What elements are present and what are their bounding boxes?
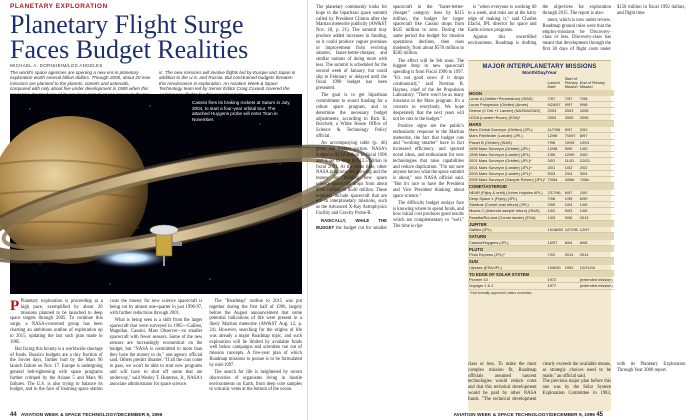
table-cell: (extended mission) [579,283,613,289]
table-cell: 12/98 [547,145,564,151]
table-cell: 10/97 [547,240,564,246]
table-cell: 2003 [547,114,564,120]
table-cell: 3/01 [547,164,564,170]
table-cell: 1/99 [564,195,579,201]
table-cell: 9/99 [564,145,579,151]
body-paragraph: But facing this bounty is a worldwide shortage of funds. Russia's budgets are a tiny fraction of the Soviet days, further hurt by the Mars 96 launch failure on Nov. 17. Europe is undergoing general belt-tightening with space programs further crimped by the Ariane 5 and Mars 96 failures. The U.S. is also trying to balance its budget, and in the face of looming space station costs the money for new science spacecraft is being cut by almost one-quarter in just 1996-97, with further reductions through 2001. [10,299,203,393]
page-number: 44 [10,412,17,418]
table-cell: 12/99 [564,152,579,158]
table-cell: NEAR (Flyby & orbit) (Johns Hopkins APL) [468,190,547,196]
table-cell: 12/03 [579,158,614,164]
table-cell: Lunar A (Orbiter+Penetrators) (ISAS) [468,96,547,102]
table-cell: Mars Pathfinder (Lander) (JPL) [468,133,547,139]
table-cell: 2003 [564,108,579,114]
right-lower-text [468,362,686,408]
table-cell: 3/04 [579,170,614,176]
table-cell: 2/99 [547,202,564,208]
table-section-row [468,270,614,277]
section-label: PLANETARY EXPLORATION [10,3,108,10]
body-paragraph: The effect will be felt soon. The biggest drop in new spacecraft spending is from Fiscal 1996 to 1997. "It's not good news if it drops continuously," said Norman R. Haynes, chief of the Jet Propulsion Laboratory. "There won't be as many missions to the Mars program. It's a concern to everybody. We hope desperately that the next years will not be cuts to the budget." [393,58,464,122]
folio: AVIATION WEEK & SPACE TECHNOLOGY/DECEMBER 9, 1996 [453,413,595,418]
table-cell: Selene (2 Orb.+1 Lander) (NASDA/ISAS) [468,108,547,114]
table-cell [564,283,579,289]
table-section-row [468,258,614,265]
left-body-text [10,299,302,393]
body-paragraph: The goal is to get bipartisan commitment to sound funding for a robust space program, and to determine the necessary budget adjustments, according to Rick K. Borchelt, a White House Office of Science & Technology Policy official. [316,93,387,140]
table-cell: Stardust (Comet dust return) (JPL) [468,202,547,208]
table-cell: 3/01 [547,158,564,164]
byline: MICHAEL A. DORNHEIM/LOS ANGELES [10,63,103,68]
table-cell: 2005 [579,108,614,114]
table-cell: 9/06 [564,214,579,220]
table-cell: 2001 Mars Surveyor (Orbiter) (JPL)* [468,158,547,164]
table-title: MAJOR INTERPLANETARY MISSIONS [482,64,597,70]
table-cell: 9/97 [564,102,579,108]
table-section-row [468,220,614,227]
right-upper-text [468,5,686,57]
body-paragraph: RADICALLY, WHILE THE BUDGET the budget cut for smaller spacecraft in the "faster-better-cheaper" category rises by $115 million, the budget for larger spacecraft like Cassini drops from $435 million to zero. During the same period the budget for mission operations declines, then rises modestly, from about $570 million to $585 million. [316,5,464,231]
table-cell: Deep Space 1 (Flyby) (JPL) [468,195,547,201]
headline: Planetary Flight Surge Faces Budget Realities [10,10,249,64]
table-cell: 9/98 [579,102,614,108]
table-cell: 7/97 [547,96,564,102]
table-cell: 7/98 [579,96,614,102]
table-cell: 7/08c [579,177,614,183]
section-name: SATURN [468,233,614,240]
table-cell: 1972 [547,277,564,283]
body-paragraph: The search for life is heightened by recent discoveries of organisms living in hostile environments on Earth, from deep core samples to volcanic vents at the bottom of the ocean. [209,370,302,393]
table-cell: 1977 [547,283,564,289]
run-in-head: RADICALLY, WHILE THE BUDGET [316,218,387,230]
table-cell: 12/7/95 [564,227,578,233]
table-section-row [468,245,614,252]
table-cell: 2014 [564,252,579,258]
table-cell: 7/98 [547,139,564,145]
body-paragraph: The planetary community looks for hope in the bipartisan space summit called by President Clinton after the Martian meteorite publicity (AW&ST Nov. 18, p. 21). The summit may produce added increases in funding, so it could produce vaguer promises or improvement from evolving smarter, faster-better-cheaper, and similar notions of doing more with less. The summit is scheduled for the second week of January, but could slip to February or delayed until the fiscal 1998 budget has been presented. [316,5,387,92]
table-cell: 2/00 [579,152,614,158]
right-body-text [316,5,464,405]
table-cell: 7/02 [547,252,564,258]
body-paragraph: P Planetary exploration is proceeding at a high pace, exemplified by about 20 missions planned to be launched to deep space targets through 2005. To continue this surge, a NASA-convened group has been charting an ambitious outline of exploration up to 2015, updating the last such plan made in 1985. [10,298,103,345]
body-paragraph: class or less. To make the most complex mission fit, Roadmap officials assumed nascent technologies would reduce costs and that this technical development would be paid by other NASA funds. "The technical development clearly exceeds the available means, as strategic choices need to be made," an official said. [468,362,611,402]
table-cell: 4/06b [564,177,579,183]
missions-table [468,77,614,290]
left-page [0,0,308,420]
table-cell: 2001 Mars Surveyor (Lander) (JPL)* [468,164,547,170]
table-cell: Galileo (JPL) [468,227,547,233]
table-cell: 1/00 [579,145,614,151]
photo-caption: Cassini fires its braking rockets at Saturn in July, 2004, to start a four-year orbital tour. The attached Huygens probe will enter Titan in November. [192,100,291,122]
table-cell: 11/7/96 [547,127,564,133]
right-page [308,0,686,420]
table-cell: Rosetta/RoLand (Comet lander) (ESA) [468,214,547,220]
table-cell: 7/05a [547,177,564,183]
table-cell: 2006 [579,114,614,120]
table-cell: 2005 [564,114,579,120]
table-header-row [468,77,614,90]
body-paragraph: An accompanying table (p. 46) gives the budget picture. NASA's budget is $13.8 billion in fiscal 1996 and is set to drop to $12.5 billion in fiscal 2001. At the same time, other NASA programs are growing and the money for building new space science spacecraft drops from about $860 million to $540 million. These numbers include spacecraft that are not in interplanetary missions, such as the Advanced X-Ray Astrophysics Facility and Gravity Probe-B. [316,141,387,216]
table-cell: 6/99 [579,195,614,201]
left-footer [10,412,297,418]
section-name: TO EDGE OF SOLAR SYSTEM [468,270,614,277]
cassini-saturn-art [10,94,302,294]
section-name: COMET/ASTEROID [468,183,614,190]
table-cell: 7/98 [547,195,564,201]
column-header: Start of Primary Mission [564,77,578,90]
table-cell: 2003 Mars Surveyor (Lander) (JPL)* [468,170,547,176]
table-cell: 1/04 [564,202,579,208]
table-cell: Cassini/Huygens (JPL) [468,240,547,246]
section-name: PLUTO [468,245,614,252]
table-cell: 2005 Mars Surveyor (Sample Return) (JPL)* [469,177,546,183]
table-cell: 6/08 [579,240,614,246]
deck-part-1: The world's space agencies are opening a new era in planetary exploration worth several billion dollars. Through 2005, about 20 new missions are planned to the planets, comets and asteroids, compared with only about five under development in 1985 when this [10,70,151,92]
body-paragraph: Against this uncertified environment, Roadmap is drafting the objectives for exploration through 2015. The report is also- [468,5,611,47]
table-cell: 12/97 [579,227,614,233]
table-cell: 1/02 [547,208,564,214]
table-cell: 2/17/96 [547,190,564,196]
folio: AVIATION WEEK & SPACE TECHNOLOGY/DECEMBER 9, 1996 [20,413,163,418]
body-paragraph: ment, which is now under review. Roadmap ground rules were that the employ-missions be Discovery-class or less. Discovery-class has meant that development through the first 30 days of flight costs under $150 million in fiscal 1992 dollars, and flight time [542,5,686,53]
section-name: MARS [468,120,614,127]
body-paragraph: The difficulty budget outlays face is knowing where to spend funds, and how initial cost produces good results which are complementary to "well." The time is ripe [393,200,464,229]
table-subtitle: Month/Day/Year [522,70,557,75]
missions-table-box [468,60,611,411]
table-cell: Pioneer 10 [468,277,547,283]
table-cell: 10/18/89 [547,227,563,233]
table-section-row [468,233,614,240]
table-body [468,90,614,290]
table-cell: 1/06 [579,208,614,214]
table-cell: 1998 Mars Surveyor (Lander) (JPL) [468,152,547,158]
table-cell: 10/6/90 [547,265,564,271]
table-cell: 2/00 [579,127,614,133]
column-header [468,77,547,90]
table-cell: Voyager 1 & 2 [468,283,547,289]
table-cell: 1/02 [564,164,579,170]
table-cell: 2/00 [579,190,614,196]
table-cell: 2/02 [579,164,614,170]
table-cell: 1998 Mars Surveyor (Orbiter) (JPL) [468,145,547,151]
table-cell: 6/97 [564,190,579,196]
table-cell: Ulysses (ESA/JPL) [468,265,547,271]
body-paragraph: The previous major plan before this one was by the Solar System Exploration Committee in 1983, with its Planetary Exploration Through Year 2000 report. [542,362,686,396]
body-paragraph: is "when everyone is working 60 to a week, and risks are at the hairy edge of making it," said Charles Elachi, JPL director for space and Earth science programs. [468,5,537,34]
table-cell: 9/97 [564,127,579,133]
table-cell: 1992 [564,265,579,271]
right-footer [318,412,606,418]
section-name: SUN [468,258,614,265]
table-row [468,283,614,289]
column-header: Launch Date [547,81,561,90]
table-cell: 9/03 [564,208,579,214]
table-cell: Mars Global Surveyor (Orbiter) (JPL) [468,127,547,133]
table-cell: 5/03 [547,170,564,176]
page-number: 45 [596,412,603,418]
table-cell: 12/96 [547,133,564,139]
table-cell: (extended mission) [579,277,613,283]
table-cell: 8/97 [579,133,614,139]
table-cell: 7/97 [564,96,579,102]
table-cell: 9/24/97 [547,102,564,108]
cassini-illustration [10,94,302,294]
table-cell: 12/21/04 [579,265,614,271]
body-paragraph: The "Roadmap" outline to 2015 was put together during the first half of 1996, largely before the August announcement that some potential indications of life were present in a likely Martian meteorite (AW&ST Aug. 12, p. 24). However, searching for the origins of life was already a major Roadmap topic, and such exploration will be limited by available funds well below campaigns and scientists run out of mission concepts. A five-year plan of which Roadmap missions to pursue is to be formulated by mid-1997. [209,299,302,368]
table-cell: 7/4/97 [564,133,579,139]
table-cell: Lunar Prospector (Orbiter) (Ames) [468,102,547,108]
deck [10,70,300,97]
table-cell: 1/06 [579,202,614,208]
table-cell: Muses C (Asteroid sample return) (ISAS) [468,208,547,214]
table-cell: Pluto Express (JPL)* [468,252,547,258]
table-cell: Planet B (Orbiter) (ISAS) [468,139,547,145]
table-section-row [468,120,614,127]
deck-part-2: ic. The new missions will involve flights led by Europe and Japan in addition to the U.S. and Russia. But constrained budgets threaten this renaissance in exploration. An Aviation Week & Space Technology team led by Senior Editor Craig Covault covered the [159,70,296,92]
table-cell: LEDA (Lander+Rover) (ESA)* [468,114,547,120]
column-header: End of Primary Mission [579,81,605,90]
table-cell: 10/99 [564,139,579,145]
section-name: MOON [468,90,614,96]
table-cell: 2003 [547,108,564,114]
section-name: JUPITER [468,220,614,227]
table-section-row [468,183,614,190]
table-cell: 11/01 [564,158,579,164]
table-cell: 2013 [579,214,614,220]
table-cell: 1/03 [547,214,564,220]
drop-cap: P [10,298,20,314]
table-cell: 1/99 [547,152,564,158]
table-cell: 2/04 [564,170,579,176]
table-note: *Not formally approved; dates uncertain. [470,290,533,295]
body-paragraph: What is being seen is a shift from the larger spacecraft that were surveyed in 1985—Galileo, Magellan, Cassini, Mars Observer—to smaller spacecraft with fewer sensors. Some of the new sensors are increasingly economical on the budget, but "NASA is committed to more than they have the money to do," one agency official said. Others predict disaster. "If all the cuts come to pass, we won't be able to start new programs and will have to shut off some that are underway," said Wesley T. Huntress, Jr., NASA's associate administrator for space science. [109,317,203,387]
table-cell: 6/04 [564,240,579,246]
table-cell: 2014 [579,252,614,258]
body-paragraph: Positive signs are the public's enthusiastic response to the Martian meteorite, the fact that budget cuts and "working smarter" have in fact increased efficiency, and spurred novel ideas, and enthusiasm for new technologies that raise capabilities and reduce duplication. "I'm not sure anyone knows what the space summit is about," one NASA official said. "But it's nice to have the President and Vice President thinking about space science." [393,123,464,199]
table-cell: 10/01 [579,139,614,145]
